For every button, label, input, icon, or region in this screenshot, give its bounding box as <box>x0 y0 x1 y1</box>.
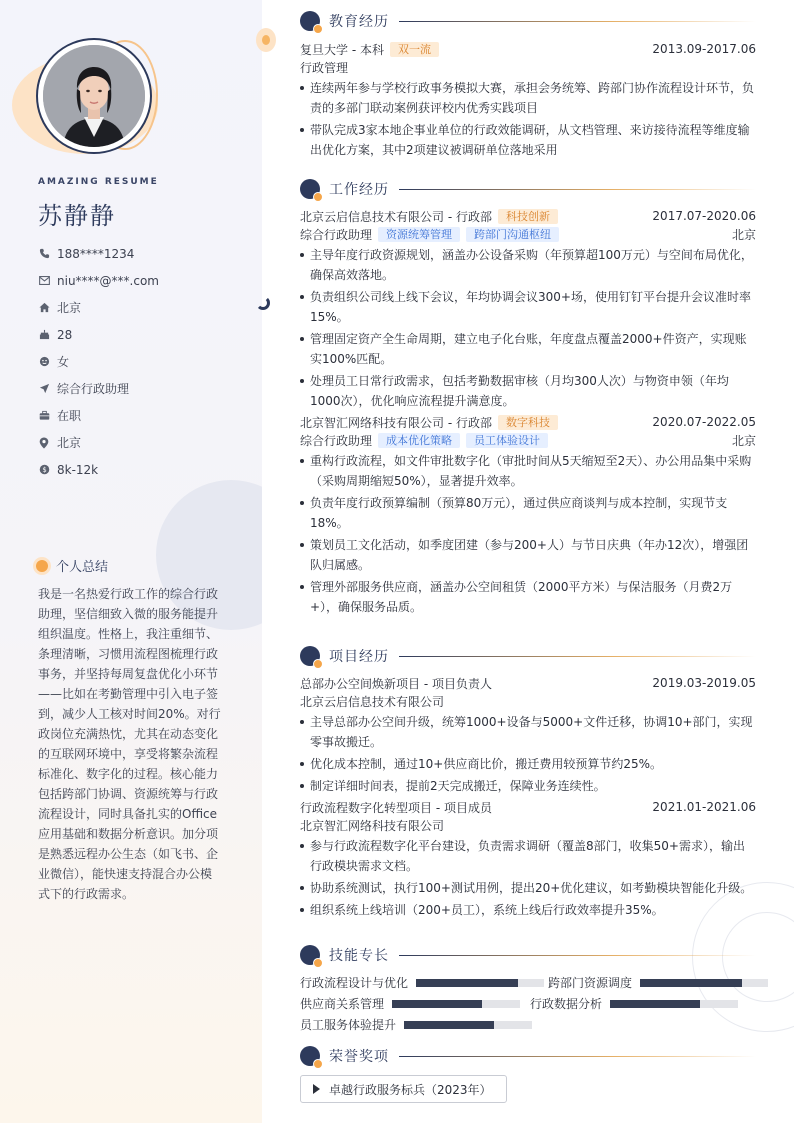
list-item: 负责组织公司线上线下会议，年均协调会议300+场，使用钉钉平台提升会议准时率15%。 <box>300 287 756 327</box>
skill-name: 行政数据分析 <box>530 997 603 1011</box>
school-tag: 双一流 <box>390 42 439 57</box>
list-item: 主导年度行政资源规划，涵盖办公设备采购（年预算超100万元）与空间布局优化，确保高效落地。 <box>300 245 756 285</box>
job-row <box>300 207 756 225</box>
section-title: 荣誉奖项 <box>329 1049 389 1065</box>
section-title: 技能专长 <box>329 948 389 964</box>
project-company-row <box>300 816 756 834</box>
skill-bar <box>404 1021 532 1029</box>
job-date: 2020.07-2022.05 <box>652 415 756 429</box>
project-bullets <box>300 836 756 920</box>
honors-section <box>300 1045 756 1103</box>
section-icon <box>300 646 320 666</box>
skills-section <box>300 944 756 1035</box>
project-bullets <box>300 712 756 796</box>
section-divider <box>399 955 756 956</box>
section-icon <box>300 11 320 31</box>
skill-fill <box>404 1021 494 1029</box>
section-header <box>300 1045 756 1067</box>
projects-section <box>300 645 756 922</box>
skills-list <box>300 972 756 1035</box>
section-icon <box>300 179 320 199</box>
section-header <box>300 10 756 32</box>
education-date: 2013.09-2017.06 <box>652 42 756 56</box>
section-title: 教育经历 <box>329 14 389 30</box>
skill-fill <box>640 979 742 987</box>
summary-text: 我是一名热爱行政工作的综合行政助理，坚信细致入微的服务能提升组织温度。性格上，我注重细节、条理清晰，习惯用流程图梳理行政事务，并坚持每周复盘优化小环节——比如在考勤管理中引入电子签到，减少人工核对时间20%。对行政岗位充满热忱，尤其在动态变化的互联网环境中，享受将繁杂流程标准化、数字化的过程。核心能力包括跨部门协调、资源统筹与行政流程设计，同时具备扎实的Office应用基础和数据分析意识。加分项是熟悉远程办公生态（如飞书、企业微信），能快速支持混合办公模式下的行政需求。 <box>38 587 221 901</box>
skill-name: 行政流程设计与优化 <box>300 976 409 990</box>
phone-icon <box>38 248 50 260</box>
section-title: 工作经历 <box>329 182 389 198</box>
job-bullets <box>300 451 756 617</box>
award-name: 卓越行政服务标兵（2023年） <box>329 1082 492 1097</box>
project-company: 北京智汇网络科技有限公司 <box>300 818 445 833</box>
cake-icon <box>38 329 50 341</box>
project-name: 行政流程数字化转型项目 - 项目成员 <box>300 800 492 815</box>
info-value: 在职 <box>57 409 82 423</box>
info-value: 188****1234 <box>57 246 135 261</box>
section-icon <box>300 945 320 965</box>
skill-item <box>548 974 768 991</box>
role-tag: 资源统筹管理 <box>378 227 460 242</box>
major-row <box>300 58 756 76</box>
play-arrow-icon <box>313 1084 320 1094</box>
major: 行政管理 <box>300 60 349 75</box>
section-header <box>300 178 756 200</box>
job-city: 北京 <box>731 227 756 242</box>
role-tag: 员工体验设计 <box>466 433 548 448</box>
award-item <box>300 1075 507 1103</box>
skill-item <box>530 995 738 1012</box>
list-item: 策划员工文化活动，如季度团建（参与200+人）与节日庆典（年办12次），增强团队归属感。 <box>300 535 756 575</box>
skill-row <box>300 1014 756 1035</box>
summary-dot-icon <box>36 560 48 572</box>
info-gender <box>38 348 159 375</box>
info-value: niu****@***.com <box>57 273 159 288</box>
project-date: 2021.01-2021.06 <box>652 800 756 814</box>
project-row <box>300 674 756 692</box>
info-phone <box>38 240 159 267</box>
avatar <box>36 38 152 154</box>
list-item: 负责年度行政预算编制（预算80万元），通过供应商谈判与成本控制，实现节支18%。 <box>300 493 756 533</box>
skill-fill <box>416 979 518 987</box>
list-item: 带队完成3家本地企事业单位的行政效能调研，从文档管理、来访接待流程等维度输出优化方案，其中2项建议被调研单位落地采用 <box>300 120 756 160</box>
section-divider <box>399 189 756 190</box>
work-section <box>300 178 756 619</box>
company-tag: 科技创新 <box>498 209 558 224</box>
skill-item <box>300 1016 532 1033</box>
location-pin-icon <box>38 437 50 449</box>
mail-icon <box>38 275 50 287</box>
section-title: 项目经历 <box>329 649 389 665</box>
list-item: 参与行政流程数字化平台建设，负责需求调研（覆盖8部门，收集50+需求），输出行政模块需求文档。 <box>300 836 756 876</box>
skill-bar <box>416 979 544 987</box>
info-city <box>38 429 159 456</box>
info-value: 28 <box>57 327 73 342</box>
company-name: 北京智汇网络科技有限公司 - 行政部 <box>300 415 492 430</box>
project-company-row <box>300 692 756 710</box>
school-name: 复旦大学 - 本科 <box>300 42 384 57</box>
info-value: 北京 <box>57 436 82 450</box>
info-email <box>38 267 159 294</box>
section-divider <box>399 1056 756 1057</box>
section-header <box>300 944 756 966</box>
list-item: 制定详细时间表，提前2天完成搬迁，保障业务连续性。 <box>300 776 756 796</box>
info-value: 女 <box>57 355 70 369</box>
education-bullets <box>300 78 756 160</box>
info-salary <box>38 456 159 483</box>
job-date: 2017.07-2020.06 <box>652 209 756 223</box>
profile-photo <box>43 45 145 147</box>
section-icon <box>300 1046 320 1066</box>
project-name: 总部办公空间焕新项目 - 项目负责人 <box>300 676 492 691</box>
education-section <box>300 10 756 162</box>
svg-text:$: $ <box>41 465 47 474</box>
list-item: 连续两年参与学校行政事务模拟大赛，承担会务统筹、跨部门协作流程设计环节，负责的多部门联动案例获评校内优秀实践项目 <box>300 78 756 118</box>
job-bullets <box>300 245 756 411</box>
job-city: 北京 <box>731 433 756 448</box>
skill-row <box>300 993 756 1014</box>
role-row <box>300 225 756 243</box>
list-item: 管理固定资产全生命周期，建立电子化台账，年度盘点覆盖2000+件资产，实现账实100%匹配。 <box>300 329 756 369</box>
send-icon <box>38 383 50 395</box>
list-item: 处理员工日常行政需求，包括考勤数据审核（月均300人次）与物资申领（年均1000次），优化响应流程提升满意度。 <box>300 371 756 411</box>
list-item: 管理外部服务供应商，涵盖办公空间租赁（2000平方米）与保洁服务（月费2万+），确保服务品质。 <box>300 577 756 617</box>
summary-heading <box>36 556 108 575</box>
sidebar <box>0 0 262 1123</box>
education-row <box>300 40 756 58</box>
role-name: 综合行政助理 <box>300 227 373 242</box>
info-home <box>38 294 159 321</box>
project-company: 北京云启信息技术有限公司 <box>300 694 445 709</box>
section-header <box>300 645 756 667</box>
skill-name: 供应商关系管理 <box>300 997 385 1011</box>
candidate-name: 苏静静 <box>38 202 116 230</box>
info-position <box>38 375 159 402</box>
company-name: 北京云启信息技术有限公司 - 行政部 <box>300 209 492 224</box>
company-tag: 数字科技 <box>498 415 558 430</box>
skill-bar <box>640 979 768 987</box>
info-value: 综合行政助理 <box>57 382 130 396</box>
project-date: 2019.03-2019.05 <box>652 676 756 690</box>
skill-item <box>300 995 520 1012</box>
role-name: 综合行政助理 <box>300 433 373 448</box>
section-divider <box>399 21 756 22</box>
info-value: 北京 <box>57 301 82 315</box>
gender-icon <box>38 356 50 368</box>
skill-bar <box>610 1000 738 1008</box>
list-item: 重构行政流程，如文件审批数字化（审批时间从5天缩短至2天）、办公用品集中采购（采购周期缩短50%），显著提升效率。 <box>300 451 756 491</box>
decorative-arc <box>256 296 270 310</box>
salary-icon <box>38 464 50 476</box>
list-item: 组织系统上线培训（200+员工），系统上线后行政效率提升35%。 <box>300 900 756 920</box>
skill-name: 员工服务体验提升 <box>300 1018 397 1032</box>
skill-fill <box>610 1000 700 1008</box>
resume-label: AMAZING RESUME <box>38 177 159 187</box>
list-item: 协助系统测试，执行100+测试用例，提出20+优化建议，如考勤模块智能化升级。 <box>300 878 756 898</box>
main-content <box>300 0 756 1123</box>
role-row <box>300 431 756 449</box>
job-row <box>300 413 756 431</box>
skill-bar <box>392 1000 520 1008</box>
list-item: 优化成本控制，通过10+供应商比价，搬迁费用较预算节约25%。 <box>300 754 756 774</box>
section-divider <box>399 656 756 657</box>
personal-info-list <box>38 240 159 483</box>
summary-title: 个人总结 <box>56 560 109 575</box>
decorative-dot <box>262 35 270 45</box>
info-status <box>38 402 159 429</box>
info-age <box>38 321 159 348</box>
skill-name: 跨部门资源调度 <box>548 976 633 990</box>
role-tag: 跨部门沟通枢纽 <box>466 227 559 242</box>
project-row <box>300 798 756 816</box>
skill-item <box>300 974 544 991</box>
info-value: 8k-12k <box>57 462 99 477</box>
home-icon <box>38 302 50 314</box>
list-item: 主导总部办公空间升级，统筹1000+设备与5000+文件迁移，协调10+部门，实现零事故搬迁。 <box>300 712 756 752</box>
skill-fill <box>392 1000 482 1008</box>
role-tag: 成本优化策略 <box>378 433 460 448</box>
briefcase-icon <box>38 410 50 422</box>
skill-row <box>300 972 756 993</box>
